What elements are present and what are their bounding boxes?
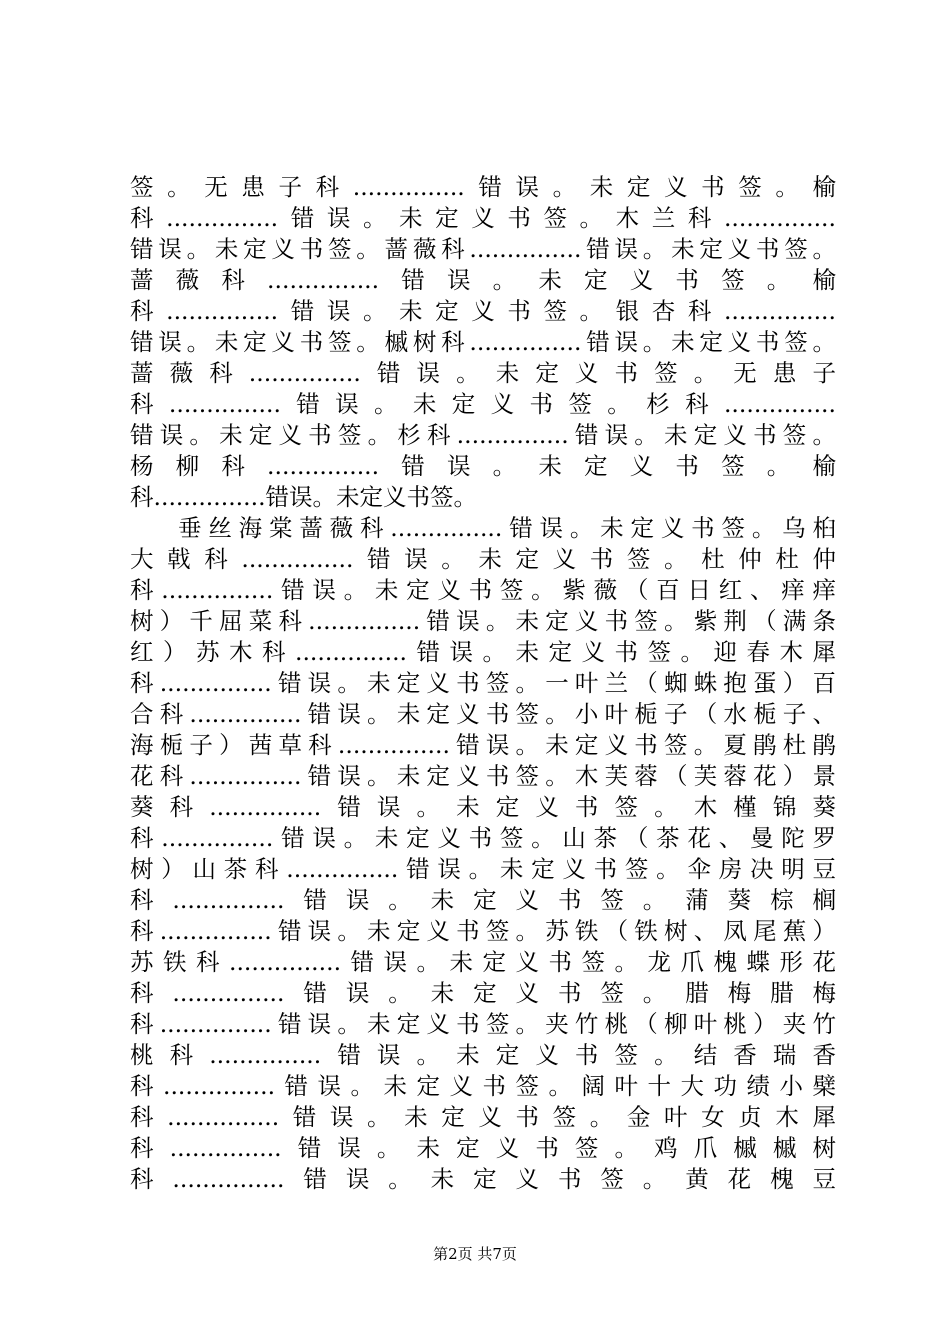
- text-line: 科...............错误。未定义书签。山茶（茶花、曼陀罗: [130, 824, 836, 852]
- text-line: 科...............错误。未定义书签。杉科...............: [130, 390, 836, 418]
- page-number: 第2页 共7页: [433, 1245, 517, 1263]
- text-line: 树）千屈菜科...............错误。未定义书签。紫荆（满条: [130, 607, 836, 635]
- text-line: 科...............错误。未定义书签。腊梅腊梅: [130, 979, 836, 1007]
- text-line: 葵科...............错误。未定义书签。木槿锦葵: [130, 793, 836, 821]
- text-line: 大戟科...............错误。未定义书签。杜仲杜仲: [130, 545, 836, 573]
- text-line: 科...............错误。未定义书签。紫薇（百日红、痒痒: [130, 576, 836, 604]
- text-line: 苏铁科...............错误。未定义书签。龙爪槐蝶形花: [130, 948, 836, 976]
- text-line: 树）山茶科...............错误。未定义书签。伞房决明豆: [130, 855, 836, 883]
- text-line: 科...............错误。未定义书签。: [130, 483, 478, 511]
- text-line: 科...............错误。未定义书签。一叶兰（蜘蛛抱蛋）百: [130, 669, 836, 697]
- text-line: 杨柳科...............错误。未定义书签。榆: [130, 452, 836, 480]
- text-line: 错误。未定义书签。蔷薇科...............错误。未定义书签。: [130, 235, 836, 263]
- text-line: 花科...............错误。未定义书签。木芙蓉（芙蓉花）景: [130, 762, 836, 790]
- text-line: 科...............错误。未定义书签。夹竹桃（柳叶桃）夹竹: [130, 1010, 836, 1038]
- text-line: 错误。未定义书签。槭树科...............错误。未定义书签。: [130, 328, 836, 356]
- text-line: 错误。未定义书签。杉科...............错误。未定义书签。: [130, 421, 836, 449]
- text-line: 合科...............错误。未定义书签。小叶栀子（水栀子、: [130, 700, 836, 728]
- text-line: 蔷薇科...............错误。未定义书签。无患子: [130, 359, 836, 387]
- text-line: 科...............错误。未定义书签。蒲葵棕榈: [130, 886, 836, 914]
- text-line: 科...............错误。未定义书签。阔叶十大功绩小檗: [130, 1072, 836, 1100]
- page-footer: [0, 1244, 950, 1264]
- text-line: 桃科...............错误。未定义书签。结香瑞香: [130, 1041, 836, 1069]
- text-line: 海栀子）茜草科...............错误。未定义书签。夏鹃杜鹃: [130, 731, 836, 759]
- text-line: 蔷薇科...............错误。未定义书签。榆: [130, 266, 836, 294]
- text-line: 签。无患子科...............错误。未定义书签。榆: [130, 173, 836, 201]
- text-line: 科...............错误。未定义书签。金叶女贞木犀: [130, 1103, 836, 1131]
- document-body: [130, 172, 836, 1195]
- text-line: 垂丝海棠蔷薇科...............错误。未定义书签。乌桕: [178, 514, 836, 542]
- text-line: 科...............错误。未定义书签。木兰科...............: [130, 204, 836, 232]
- text-line: 科...............错误。未定义书签。银杏科...............: [130, 297, 836, 325]
- text-line: 科...............错误。未定义书签。苏铁（铁树、凤尾蕉）: [130, 917, 836, 945]
- text-line: 科...............错误。未定义书签。鸡爪槭槭树: [130, 1134, 836, 1162]
- text-line: 红）苏木科...............错误。未定义书签。迎春木犀: [130, 638, 836, 666]
- text-line: 科...............错误。未定义书签。黄花槐豆: [130, 1165, 836, 1193]
